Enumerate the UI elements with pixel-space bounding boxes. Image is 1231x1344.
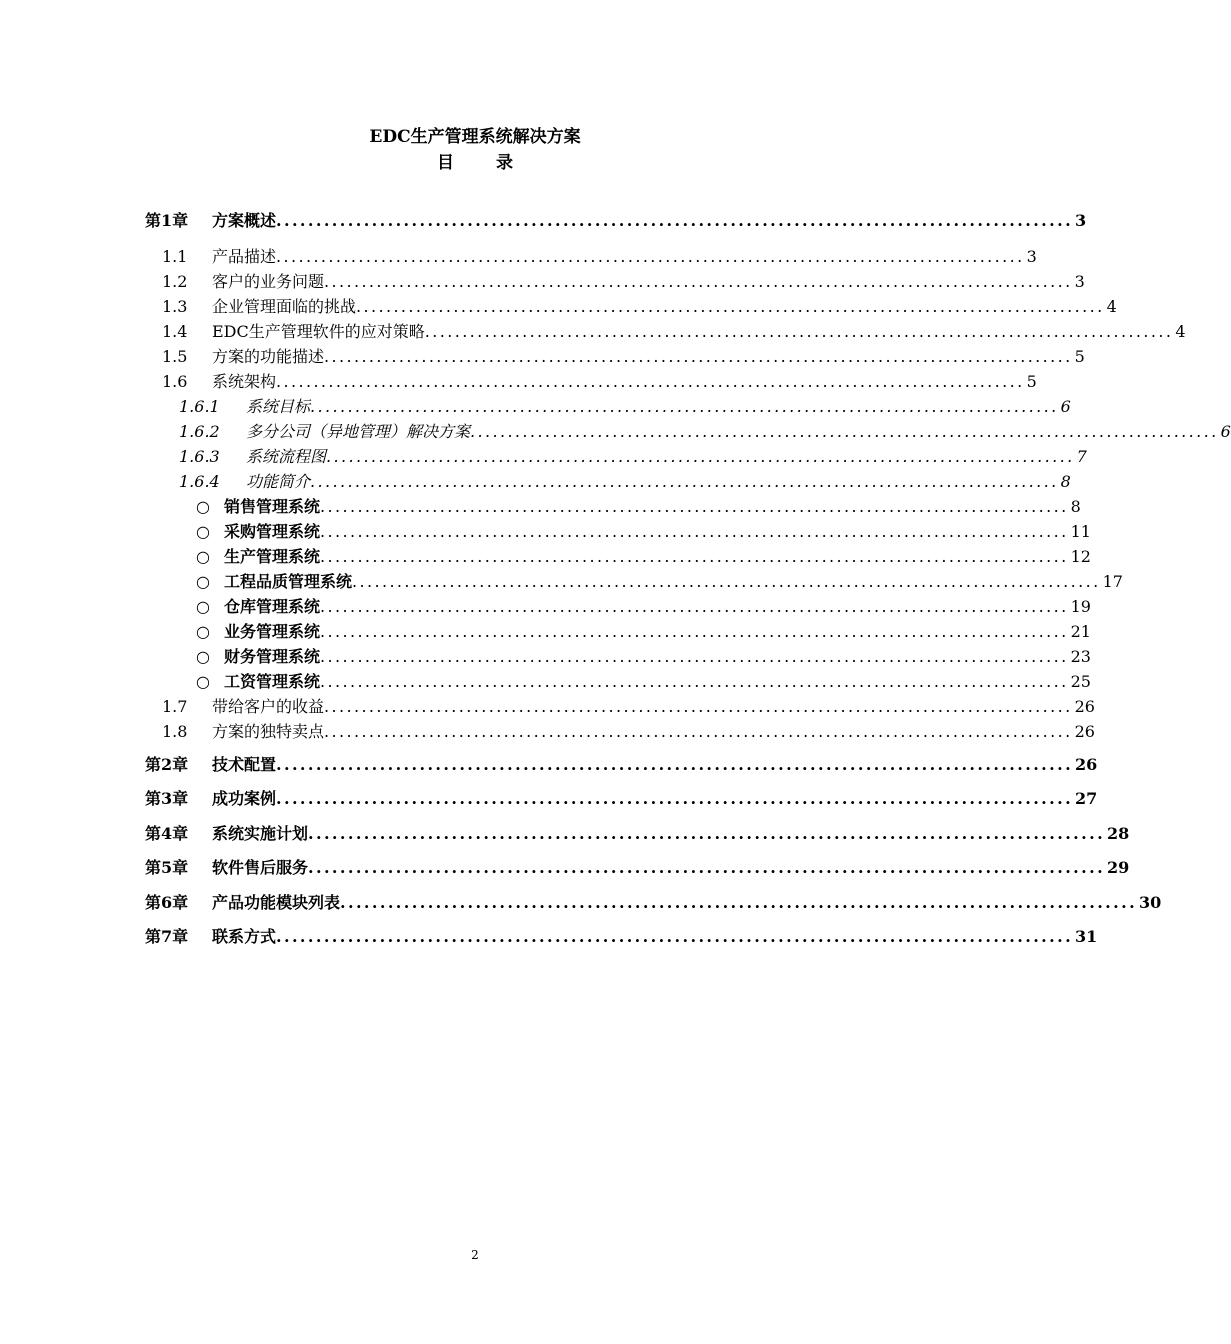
toc-page: 25 <box>1070 672 1091 691</box>
toc-leader: .................................................................................................... <box>308 824 1106 843</box>
toc-page: 4 <box>1106 297 1117 316</box>
toc-leader: .................................................................................................... <box>276 372 1025 391</box>
toc-title: 产品描述 <box>212 247 277 266</box>
toc-page: 21 <box>1070 622 1091 641</box>
toc-chapter-2[interactable] <box>145 753 1098 777</box>
toc-number: 1.5 <box>162 347 188 366</box>
toc-page: 26 <box>1074 697 1095 716</box>
toc-leader: .................................................................................................... <box>340 893 1138 912</box>
toc-number: 第1章 <box>145 211 189 230</box>
toc-chapter-4[interactable] <box>145 822 1130 846</box>
toc-number: 第2章 <box>145 755 189 774</box>
toc-title: 带给客户的收益 <box>212 697 325 716</box>
toc-title: 系统实施计划 <box>212 824 309 843</box>
toc-title: 工程品质管理系统 <box>224 572 353 591</box>
toc-number: 1.2 <box>162 272 188 291</box>
toc-section-1-6[interactable] <box>162 370 1037 394</box>
toc-item-production[interactable] <box>196 545 1091 569</box>
toc-title: 仓库管理系统 <box>224 597 321 616</box>
toc-leader: .................................................................................................... <box>324 722 1073 741</box>
toc-page: 6 <box>1060 397 1071 416</box>
toc-page: 23 <box>1070 647 1091 666</box>
toc-title: 功能简介 <box>246 472 311 491</box>
toc-number: 1.7 <box>162 697 188 716</box>
toc-number: 1.6.1 <box>179 397 220 416</box>
toc-title: 方案的独特卖点 <box>212 722 325 741</box>
toc-chapter-7[interactable] <box>145 925 1098 949</box>
toc-section-1-7[interactable] <box>162 695 1095 719</box>
toc-item-sales[interactable] <box>196 495 1081 519</box>
circle-bullet-icon: ○ <box>196 547 210 566</box>
toc-title: 技术配置 <box>212 755 277 774</box>
toc-leader: .................................................................................................... <box>320 597 1069 616</box>
circle-bullet-icon: ○ <box>196 522 210 541</box>
toc-leader: .................................................................................................... <box>470 422 1219 441</box>
toc-item-finance[interactable] <box>196 645 1091 669</box>
toc-page: 11 <box>1070 522 1091 541</box>
toc-title: 方案的功能描述 <box>212 347 325 366</box>
toc-page: 8 <box>1060 472 1071 491</box>
toc-title: 企业管理面临的挑战 <box>212 297 357 316</box>
toc-title: 采购管理系统 <box>224 522 321 541</box>
toc-leader: .................................................................................................... <box>320 547 1069 566</box>
toc-subsection-1-6-2[interactable] <box>179 420 1231 444</box>
toc-title: 系统架构 <box>212 372 277 391</box>
toc-title: 软件售后服务 <box>212 858 309 877</box>
toc-section-1-4[interactable] <box>162 320 1186 344</box>
toc-leader: .................................................................................................... <box>276 789 1074 808</box>
circle-bullet-icon: ○ <box>196 597 210 616</box>
toc-item-purchasing[interactable] <box>196 520 1091 544</box>
toc-title: EDC生产管理软件的应对策略 <box>212 322 425 341</box>
toc-title: 销售管理系统 <box>224 497 321 516</box>
toc-page: 4 <box>1175 322 1186 341</box>
toc-leader: .................................................................................................... <box>320 647 1069 666</box>
toc-leader: .................................................................................................... <box>324 697 1073 716</box>
toc-page: 31 <box>1075 927 1098 946</box>
toc-number: 1.6.3 <box>179 447 220 466</box>
toc-page: 27 <box>1075 789 1098 808</box>
circle-bullet-icon: ○ <box>196 622 210 641</box>
toc-number: 1.6 <box>162 372 188 391</box>
toc-page: 17 <box>1102 572 1123 591</box>
document-title: EDC生产管理系统解决方案 <box>369 127 581 147</box>
toc-section-1-8[interactable] <box>162 720 1095 744</box>
toc-number: 1.6.4 <box>179 472 220 491</box>
toc-number: 1.8 <box>162 722 188 741</box>
toc-heading: 目 录 <box>437 153 513 173</box>
toc-title: 方案概述 <box>212 211 277 230</box>
toc-item-quality[interactable] <box>196 570 1123 594</box>
toc-leader: .................................................................................................... <box>310 472 1059 491</box>
toc-subsection-1-6-1[interactable] <box>179 395 1071 419</box>
toc-chapter-1[interactable] <box>145 209 1087 233</box>
toc-item-warehouse[interactable] <box>196 595 1091 619</box>
toc-section-1-5[interactable] <box>162 345 1085 369</box>
toc-leader: .................................................................................................... <box>276 927 1074 946</box>
toc-leader: .................................................................................................... <box>276 211 1074 230</box>
toc-title: 财务管理系统 <box>224 647 321 666</box>
toc-number: 1.4 <box>162 322 188 341</box>
toc-leader: .................................................................................................... <box>352 572 1101 591</box>
toc-number: 1.1 <box>162 247 188 266</box>
toc-leader: .................................................................................................... <box>324 272 1073 291</box>
toc-number: 第3章 <box>145 789 189 808</box>
toc-leader: .................................................................................................... <box>320 497 1069 516</box>
toc-subsection-1-6-3[interactable] <box>179 445 1087 469</box>
toc-leader: .................................................................................................... <box>320 622 1069 641</box>
toc-title: 客户的业务问题 <box>212 272 325 291</box>
toc-page: 12 <box>1070 547 1091 566</box>
toc-leader: .................................................................................................... <box>424 322 1174 341</box>
toc-leader: .................................................................................................... <box>276 247 1025 266</box>
toc-page: 3 <box>1075 211 1087 230</box>
toc-leader: .................................................................................................... <box>326 447 1075 466</box>
toc-page: 7 <box>1076 447 1087 466</box>
toc-leader: .................................................................................................... <box>310 397 1059 416</box>
toc-page: 30 <box>1139 893 1162 912</box>
circle-bullet-icon: ○ <box>196 647 210 666</box>
toc-leader: .................................................................................................... <box>308 858 1106 877</box>
toc-subsection-1-6-4[interactable] <box>179 470 1071 494</box>
toc-item-business[interactable] <box>196 620 1091 644</box>
toc-number: 1.3 <box>162 297 188 316</box>
toc-number: 第7章 <box>145 927 189 946</box>
circle-bullet-icon: ○ <box>196 672 210 691</box>
toc-section-1-1[interactable] <box>162 245 1037 269</box>
toc-number: 第6章 <box>145 893 189 912</box>
toc-chapter-6[interactable] <box>145 891 1162 915</box>
toc-title: 产品功能模块列表 <box>212 893 341 912</box>
toc-page: 26 <box>1075 755 1098 774</box>
toc-page: 5 <box>1026 372 1037 391</box>
toc-title: 多分公司（异地管理）解决方案 <box>246 422 471 441</box>
toc-number: 1.6.2 <box>179 422 220 441</box>
toc-leader: .................................................................................................... <box>320 522 1069 541</box>
toc-title: 生产管理系统 <box>224 547 321 566</box>
toc-page: 26 <box>1074 722 1095 741</box>
toc-page: 3 <box>1074 272 1085 291</box>
toc-page: 8 <box>1070 497 1081 516</box>
toc-page: 28 <box>1107 824 1130 843</box>
toc-title: 业务管理系统 <box>224 622 321 641</box>
circle-bullet-icon: ○ <box>196 572 210 591</box>
toc-page: 5 <box>1074 347 1085 366</box>
toc-section-1-3[interactable] <box>162 295 1117 319</box>
toc-leader: .................................................................................................... <box>276 755 1074 774</box>
toc-leader: .................................................................................................... <box>324 347 1073 366</box>
toc-page: 19 <box>1070 597 1091 616</box>
toc-page: 6 <box>1220 422 1231 441</box>
toc-title: 成功案例 <box>212 789 277 808</box>
circle-bullet-icon: ○ <box>196 497 210 516</box>
toc-title: 联系方式 <box>212 927 277 946</box>
toc-number: 第4章 <box>145 824 189 843</box>
toc-title: 工资管理系统 <box>224 672 321 691</box>
toc-title: 系统流程图 <box>246 447 327 466</box>
toc-leader: .................................................................................................... <box>356 297 1105 316</box>
toc-number: 第5章 <box>145 858 189 877</box>
toc-leader: .................................................................................................... <box>320 672 1069 691</box>
toc-title: 系统目标 <box>246 397 311 416</box>
toc-page: 29 <box>1107 858 1130 877</box>
toc-chapter-5[interactable] <box>145 856 1130 880</box>
toc-chapter-3[interactable] <box>145 787 1098 811</box>
toc-page: 3 <box>1026 247 1037 266</box>
toc-item-payroll[interactable] <box>196 670 1091 694</box>
toc-section-1-2[interactable] <box>162 270 1085 294</box>
page-number-footer: 2 <box>471 1248 479 1262</box>
